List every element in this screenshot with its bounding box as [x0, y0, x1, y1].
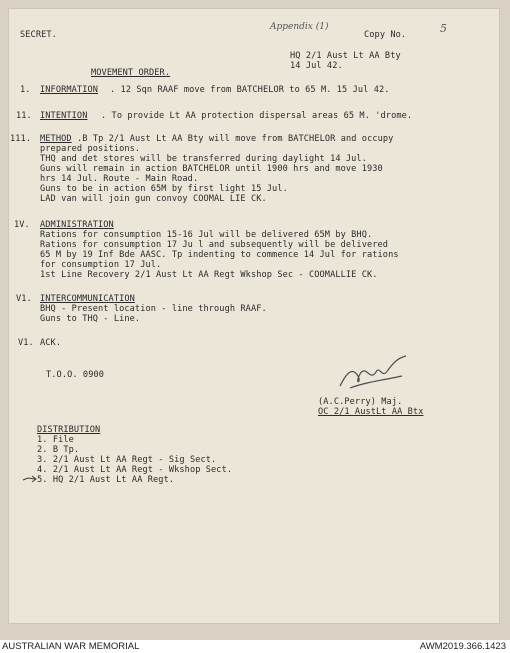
method-heading: METHOD — [40, 134, 72, 144]
secret-marking: SECRET. — [20, 30, 57, 40]
document-title: MOVEMENT ORDER. — [91, 68, 171, 78]
tick-mark-icon — [22, 473, 38, 485]
section-number-2: 11. — [16, 111, 32, 121]
method-line: .B Tp 2/1 Aust Lt AA Bty will move from BATCHELOR and occupy — [77, 134, 394, 144]
distribution-item: 3. 2/1 Aust Lt AA Regt - Sig Sect. — [37, 455, 217, 465]
method-line: Guns to be in action 65M by first light 15 Jul. — [40, 184, 288, 194]
signature-mark — [336, 352, 418, 394]
distribution-heading: DISTRIBUTION — [37, 425, 101, 435]
hq-line: HQ 2/1 Aust Lt AA Bty — [290, 51, 401, 61]
administration-line: 1st Line Recovery 2/1 Aust Lt AA Regt Wkshop Sec - COOMALLIE CK. — [40, 270, 378, 280]
method-line: hrs 14 Jul. Route - Main Road. — [40, 174, 199, 184]
administration-heading: ADMINISTRATION — [40, 220, 114, 230]
time-of-origin: T.O.O. 0900 — [46, 370, 105, 380]
intention-text: . To provide Lt AA protection dispersal areas 65 M. 'drome. — [101, 111, 413, 121]
administration-line: Rations for consumption 15-16 Jul will be delivered 65M by BHQ. — [40, 230, 373, 240]
administration-line: Rations for consumption 17 Ju l and subsequently will be delivered — [40, 240, 389, 250]
date-line: 14 Jul 42. — [290, 61, 343, 71]
distribution-item: 5. HQ 2/1 Aust Lt AA Regt. — [37, 475, 175, 485]
distribution-item: 4. 2/1 Aust Lt AA Regt - Wkshop Sect. — [37, 465, 233, 475]
ack-text: ACK. — [40, 338, 62, 348]
signature-name: (A.C.Perry) Maj. — [318, 397, 403, 407]
distribution-item: 2. B Tp. — [37, 445, 80, 455]
document-page — [8, 8, 500, 624]
information-text: . 12 Sqn RAAF move from BATCHELOR to 65 M. 15 Jul 42. — [110, 85, 390, 95]
method-line: LAD van will join gun convoy COOMAL LIE CK. — [40, 194, 267, 204]
method-line: Guns will remain in action BATCHELOR until 1900 hrs and move 1930 — [40, 164, 383, 174]
footer-reference: AWM2019.366.1423 — [419, 641, 506, 652]
copy-number: 5 — [440, 22, 447, 35]
section-number-1: 1. — [20, 85, 31, 95]
signature-role: OC 2/1 AustLt AA Btx — [318, 407, 424, 417]
section-number-6: V1. — [18, 338, 34, 348]
distribution-item: 1. File — [37, 435, 74, 445]
footer-institution: AUSTRALIAN WAR MEMORIAL — [2, 641, 140, 652]
section-number-3: 111. — [10, 134, 32, 144]
section-number-4: 1V. — [14, 220, 30, 230]
section-number-5: V1. — [16, 294, 32, 304]
appendix-handwriting: Appendix (1) — [270, 22, 329, 32]
intercommunication-line: BHQ - Present location - line through RAAF. — [40, 304, 267, 314]
intercommunication-heading: INTERCOMMUNICATION — [40, 294, 135, 304]
copy-label: Copy No. — [364, 30, 407, 40]
administration-line: for consumption 17 Jul. — [40, 260, 162, 270]
method-line: THQ and det stores will be transferred during daylight 14 Jul. — [40, 154, 367, 164]
intercommunication-line: Guns to THQ - Line. — [40, 314, 141, 324]
information-heading: INFORMATION — [40, 85, 99, 95]
method-line: prepared positions. — [40, 144, 141, 154]
intention-heading: INTENTION — [40, 111, 88, 121]
administration-line: 65 M by 19 Inf Bde AASC. Tp indenting to commence 14 Jul for rations — [40, 250, 399, 260]
